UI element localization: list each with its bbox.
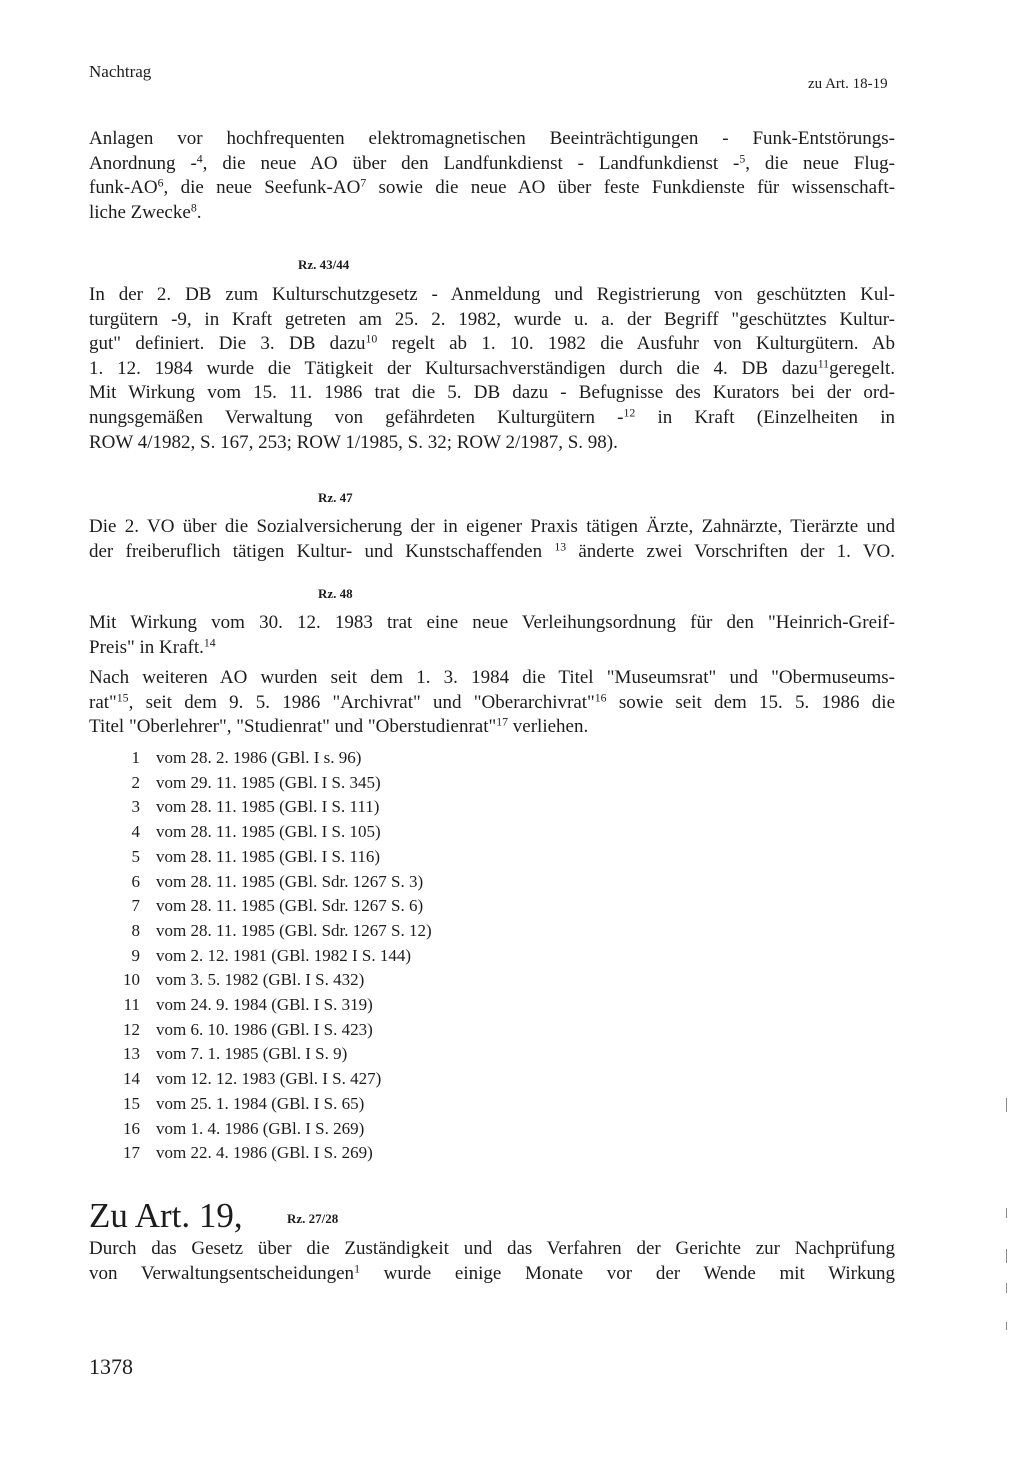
footnote-text: vom 28. 11. 1985 (GBl. Sdr. 1267 S. 6) [156, 896, 424, 916]
paragraph-titel [89, 666, 895, 740]
footnote-number: 15 [123, 1093, 140, 1113]
footnote-item [118, 1117, 432, 1142]
edge-mark [1006, 1249, 1007, 1263]
edge-mark [1006, 1208, 1007, 1218]
footnote-text: vom 29. 11. 1985 (GBl. I S. 345) [156, 772, 381, 792]
footnote-number: 11 [123, 995, 140, 1015]
footnote-number: 12 [123, 1019, 140, 1039]
footnote-number: 8 [131, 920, 140, 940]
running-header-right: zu Art. 18-19 [808, 76, 888, 92]
footnote-item [118, 820, 432, 845]
text-line: nungsgemäßen Verwaltung von gefährdeten Kulturgütern -$^{12}$ in Kraft (Einzelheiten in [89, 406, 895, 428]
footnote-text: vom 12. 12. 1983 (GBl. I S. 427) [156, 1069, 382, 1089]
text-line: Anordnung -$^4$, die neue AO über den Landfunkdienst - Landfunkdienst -$^5$, die neue Flug- [89, 152, 895, 174]
footnote-text: vom 1. 4. 1986 (GBl. I S. 269) [156, 1118, 365, 1138]
footnote-item [118, 870, 432, 895]
text-line: liche Zwecke$^8$. [89, 201, 202, 223]
text-line: turgütern -9, in Kraft getreten am 25. 2. 1982, wurde u. a. der Begriff "geschütztes Kultur- [89, 308, 895, 330]
footnote-item [118, 1018, 432, 1043]
text-line: ROW 4/1982, S. 167, 253; ROW 1/1985, S. 32; ROW 2/1987, S. 98). [89, 431, 618, 453]
text-line: Preis" in Kraft.$^{14}$ [89, 636, 216, 658]
footnote-text: vom 3. 5. 1982 (GBl. I S. 432) [156, 970, 365, 990]
text-line: funk-$AO^6$, die neue Seefunk-$AO^7$ sowie die neue AO über feste Funkdienste für wissenschaft- [89, 176, 895, 199]
running-header-left: Nachtrag [89, 62, 152, 81]
footnote-number: 13 [123, 1044, 140, 1064]
text-line: In der 2. DB zum Kulturschutzgesetz - Anmeldung und Registrierung von geschützten Kul- [89, 284, 895, 305]
footnote-item [118, 746, 432, 771]
edge-mark [1006, 1098, 1007, 1112]
footnote-number: 2 [131, 772, 140, 792]
footnote-number: 1 [131, 748, 140, 767]
rz-marker-48: Rz. 48 [318, 586, 353, 601]
rz-marker-43-44: Rz. 43/44 [298, 257, 350, 272]
footnote-text: vom 28. 11. 1985 (GBl. I S. 111) [156, 797, 380, 817]
footnote-number: 5 [131, 846, 140, 866]
paragraph-funk [89, 127, 895, 225]
footnote-number: 17 [123, 1143, 140, 1163]
footnote-text: vom 2. 12. 1981 (GBl. 1982 I S. 144) [156, 945, 411, 965]
footnote-item [118, 968, 432, 993]
text-line: Die 2. VO über die Sozialversicherung der in eigener Praxis tätigen Ärzte, Zahnärzte, Tierärzte und [89, 516, 895, 537]
footnote-number: 10 [123, 970, 140, 990]
text-line: Durch das Gesetz über die Zuständigkeit und das Verfahren der Gerichte zur Nachprüfung [89, 1238, 895, 1259]
article-heading: Zu Art. 19, [89, 1196, 243, 1235]
footnote-item [118, 771, 432, 796]
footnote-list [118, 746, 432, 1166]
article-rz-marker: Rz. 27/28 [287, 1211, 339, 1226]
footnote-number: 3 [131, 797, 140, 817]
paragraph-sozialversicherung [89, 515, 895, 564]
footnote-text: vom 24. 9. 1984 (GBl. I S. 319) [156, 995, 373, 1015]
text-line: von Verwaltungsentscheidungen$^1$ wurde einige Monate vor der Wende mit Wirkung [89, 1262, 895, 1284]
text-line: Mit Wirkung vom 15. 11. 1986 trat die 5. DB dazu - Befugnisse des Kurators bei der ord- [89, 382, 895, 404]
edge-mark [1006, 1322, 1007, 1330]
footnote-text: vom 28. 11. 1985 (GBl. I S. 105) [156, 822, 381, 842]
footnote-item [118, 1042, 432, 1067]
footnote-text: vom 6. 10. 1986 (GBl. I S. 423) [156, 1019, 373, 1039]
article-paragraph [89, 1237, 895, 1286]
paragraph-heinrich-greif [89, 611, 895, 660]
footnote-item [118, 845, 432, 870]
footnote-item [118, 894, 432, 919]
footnote-number: 16 [123, 1118, 140, 1138]
footnote-number: 6 [131, 871, 140, 891]
page-number: 1378 [89, 1354, 133, 1379]
paragraph-kulturschutz [89, 283, 895, 455]
footnote-text: vom 7. 1. 1985 (GBl. I S. 9) [156, 1044, 348, 1064]
footnote-number: 9 [131, 945, 140, 965]
text-line: der freiberuflich tätigen Kultur- und Kunstschaffenden $^{13}$ änderte zwei Vorschriften der 1. VO. [89, 540, 896, 562]
text-line: 1. 12. 1984 wurde die Tätigkeit der Kultursachverständigen durch die 4. DB dazu$^{11}$geregelt. [89, 357, 895, 379]
text-line: Nach weiteren AO wurden seit dem 1. 3. 1984 die Titel "Museumsrat" und "Obermuseums- [89, 667, 895, 688]
footnote-item [118, 993, 432, 1018]
footnote-number: 14 [123, 1069, 140, 1089]
footnote-item [118, 1067, 432, 1092]
footnote-text: vom 28. 11. 1985 (GBl. I S. 116) [156, 846, 380, 866]
footnote-item [118, 944, 432, 969]
edge-mark [1006, 1283, 1007, 1293]
footnote-item [118, 1141, 432, 1166]
footnote-text: vom 25. 1. 1984 (GBl. I S. 65) [156, 1093, 365, 1113]
rz-marker-47: Rz. 47 [318, 490, 353, 505]
footnote-item [118, 919, 432, 944]
footnote-item [118, 795, 432, 820]
text-line: Mit Wirkung vom 30. 12. 1983 trat eine neue Verleihungsordnung für den "Heinrich-Greif- [89, 612, 895, 633]
footnote-text: vom 28. 11. 1985 (GBl. Sdr. 1267 S. 12) [156, 920, 432, 940]
footnote-number: 4 [131, 822, 140, 842]
text-line: gut" definiert. Die 3. DB dazu$^{10}$ regelt ab 1. 10. 1982 die Ausfuhr von Kulturgütern. Ab [89, 332, 896, 355]
footnote-text: vom 22. 4. 1986 (GBl. I S. 269) [156, 1143, 373, 1163]
text-line: rat"$^{15}$, seit dem 9. 5. 1986 "Archivrat" und "Oberarchivrat"$^{16}$ sowie seit dem 15. 5. 1986 die [89, 691, 895, 713]
text-line: Titel "Oberlehrer", "Studienrat" und "Oberstudienrat"$^{17}$ verliehen. [89, 715, 589, 738]
footnote-item [118, 1092, 432, 1117]
footnote-text: vom 28. 11. 1985 (GBl. Sdr. 1267 S. 3) [156, 871, 424, 891]
text-line: Anlagen vor hochfrequenten elektromagnetischen Beeinträchtigungen - Funk-Entstörungs- [89, 128, 895, 149]
footnote-number: 7 [131, 896, 140, 916]
footnote-text: vom 28. 2. 1986 (GBl. I s. 96) [156, 748, 362, 767]
